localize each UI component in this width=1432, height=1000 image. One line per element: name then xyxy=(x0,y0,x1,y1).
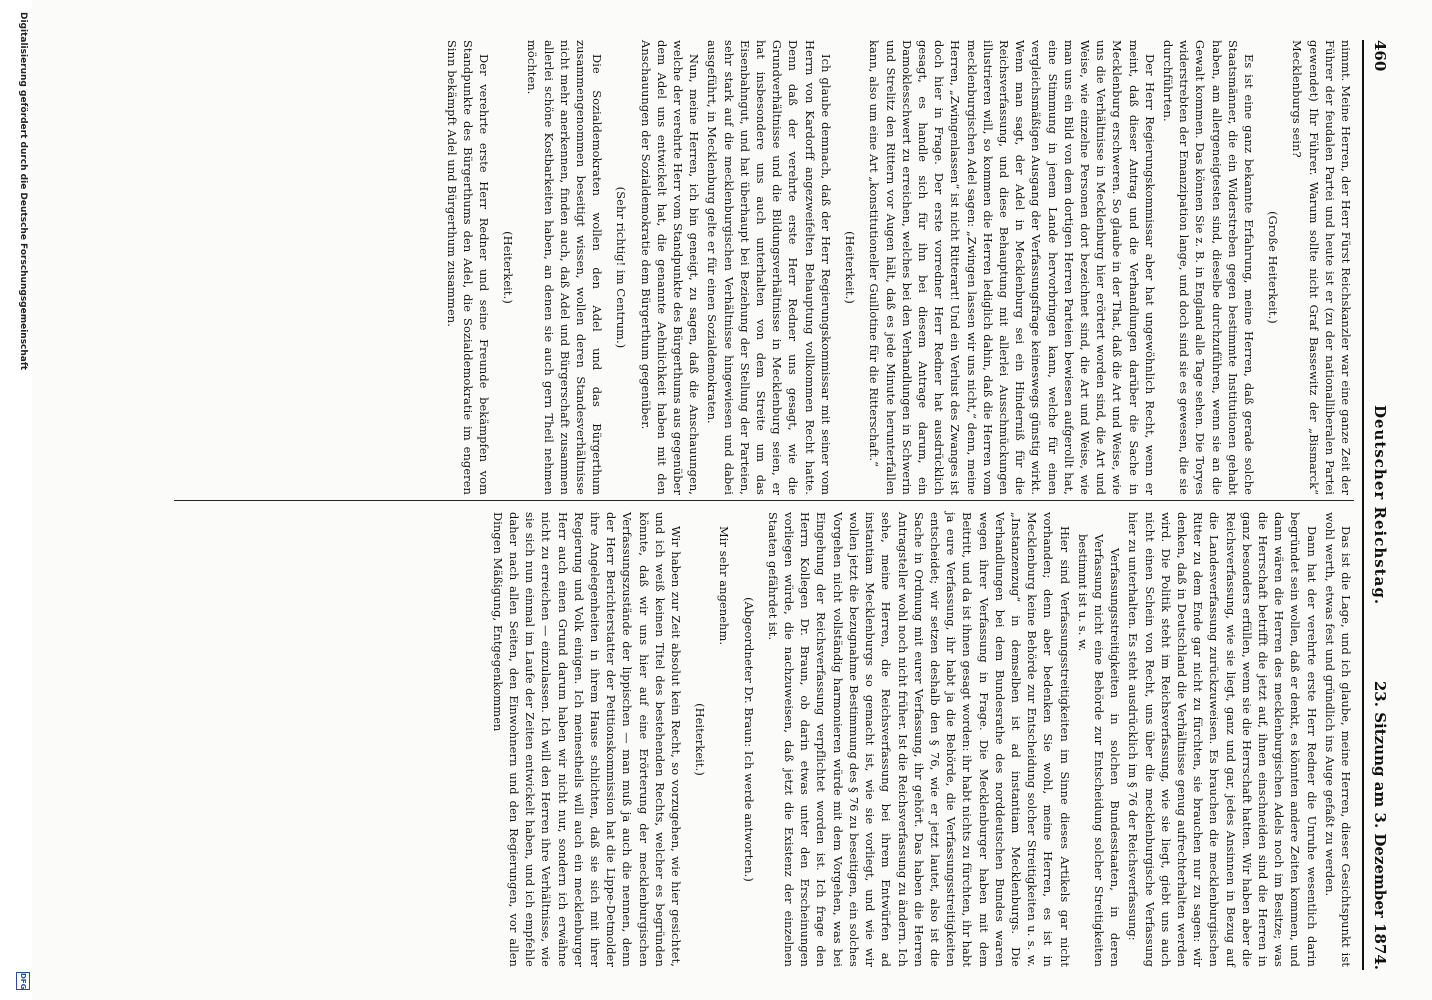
paragraph: Mir sehr angenehm. xyxy=(717,526,732,646)
paragraph: Wir haben zur Zeit absolut kein Recht, so vorzugehen, wie hier gesichtet, und ich weiß keinen Titel des bestehenden Rechts, welcher es begründen könnte, daß wir uns hier auf eine Erörterung der mecklenburgischen Verfassungszustände der lippischen — man muß ja auch die nennen, denn der Herr Berichterstatter der Petitionskommission hat die Lippe-Detmolder ihre Angelegenheiten in ihrem Hause schlichten, daß sie sich mit ihrer Regierung und Volk einigen. Ich meinestheils will auch ein mecklenburger Herr auch einen Grund darum haben wir nicht nur, sondern ich erwähne nicht zu erreichen — einzulassen. Ich will den Herren ihre Verhältnisse, wie sie sich nun einmal im Laufe der Zeiten entwickelt haben, und ich empfehle daher nach allen Seiten, den Einwohnern und den Regierungen, vor allen Dingen Mäßigung, Entgegenkommen xyxy=(490,512,684,967)
interjection: (Heiterkeit.) xyxy=(693,703,708,776)
paragraph: Ich glaube demnach, daß der Herr Regierungskommissar mit seiner vom Herrn von Kardorff angezweifelten Behauptung vollkommen Recht hatte. Denn daß der verehrte erste Herr Redner uns gesagt, wie die Grundverhältnisse und die Bildungsverhältnisse in Mecklenburg seien, er hat insbesondere uns auch unterhalten von dem Streite um das Eisenbahngut, und hat überhaupt bei Beziehung der Stellung der Parteien, sehr stark auf die mecklenburgischen Verhältnisse hingewiesen und dabei ausgeführt, in Mecklenburg gelte er für einen Sozialdemokraten. xyxy=(705,40,833,495)
scanned-page xyxy=(18,0,1432,1000)
interjection: (Heiterkeit.) xyxy=(843,231,858,304)
publication-title: Deutscher Reichstag. xyxy=(1371,404,1389,606)
right-column xyxy=(488,512,1354,967)
page-number: 460 xyxy=(1371,40,1389,72)
session-date: 23. Sitzung am 3. Dezember 1874. xyxy=(1371,680,1389,970)
left-column xyxy=(441,40,1354,495)
paragraph: Nun, meine Herren, ich bin geneigt, zu sagen, daß die Anschauungen, welche der verehrte Herr vom Standpunkte des Bürgerthums aus gegenüber dem Adel uns entwickelt hat, die genannte Aehnlichkeit haben mit den Anschauungen der Sozialdemokratie dem Bürgerthum gegenüber. xyxy=(638,40,702,495)
paragraph: Das ist die Lage, und ich glaube, meine Herren, dieser Gesichtspunkt ist wohl werth, etwas fest und gründlich ins Auge gefaßt zu werden. xyxy=(1322,512,1353,967)
paragraph: Dann hat der verehrte erste Herr Redner die Unruhe wesentlich darin begründet sein wollen, daß er denkt, es könnten andere Zeiten kommen, und dann wären die Herren des mecklenburgischen Adels noch im Besitze; was die Herrschaft betrifft die jetzt auf, ihnen einschneiden sind die Herren in ganz besonders erfüllen, wenn sie die Herrschaft hatten. Wir haben aber die Reichsverfassung, wie sie liegt, ganz und gar, jedes Ansinnen in Bezug auf die Landesverfassung zurückzuweisen. Es brauchen die mecklenburgischen Ritter zu dem Ende gar nicht zu fürchten, sie brauchen nur zu sagen: wir denken, daß in Deutschland die Verhältnisse genug aufrechterhalten werden wird. Die Politik steht im Reichsverfassung, wie sie liegt, giebt uns auch nicht einen Schein von Recht, uns über die mecklenburgische Verfassung hier zu unterhalten. Es steht ausdrücklich im § 76 der Reichsverfassung: xyxy=(1126,512,1319,967)
interjection: (Große Heiterkeit.) xyxy=(1266,211,1281,324)
header-rule xyxy=(1363,40,1365,970)
interjection: (Sehr richtig! im Centrum.) xyxy=(614,186,629,349)
paragraph: Der Herr Regierungskommissar aber hat ungewöhnlich Recht, wenn er meint, daß dieser Antrag und die Verhandlungen darüber die Sache in Mecklenburg erschweren. So glaube in der That, daß die Art und Weise, wie uns die Verhältnisse in Mecklenburg hier erörtert worden sind, die Art und Weise, wie einzelne Personen dort bezeichnet sind, die Art und Weise, wie man uns ein Bild von dem dortigen Herren Parteien bewiesen aufgerollt hat, eine Stimmung in jenem Lande hervorbringen kann, welche für einen vergleichsmäßigen Ausgang der Verfassungsfrage keineswegs günstig wirkt. Wenn man sagt, der Adel in Mecklenburg sei ein Hinderniß für die Reichsverfassung, und diese Behauptung mit allerlei Ausschmückungen illustrieren will, so kommen die Herren lediglich dahin, daß die Herren vom mecklenburgischen Adel sagen: „Zwingen lassen wir uns nicht,“ denn, meine Herren, „Zwingenlassen“ ist nicht Ritterart! Und ein Verlust des Zwanges ist doch hier in Frage. Der erste vorredner Herr Redner hat ausdrücklich gesagt, es handle sich für ihn bei diesem Antrage darum, ein Damoklesschwert zu erreichen, welches bei den Verhandlungen in Schwerin und Strelitz den Rittern vor Augen hält, daß es jede Minute herunterfallen kann, also um eine Art „konstitutioneller Guillotine für die Ritterschaft.“ xyxy=(867,40,1157,495)
footer xyxy=(2,0,32,1000)
interjection: (Heiterkeit.) xyxy=(501,231,516,304)
paragraph: nimmt. Meine Herren, der Herr Fürst Reichskanzler war eine ganze Zeit der Führer der feudalen Partei und heute ist er (zu der nationalliberalen Partei gewendet) Ihr Führer. Warum sollte nicht Graf Bassewitz der „Bismarck“ Mecklenburgs sein? xyxy=(1290,40,1353,495)
paragraph: Hier sind Verfassungsstreitigkeiten im Sinne dieses Artikels gar nicht vorhanden; denn aber bedenken Sie wohl, meine Herren, es ist in Mecklenburg keine Behörde zur Entscheidung solcher Streitigkeiten u. s. w. „Instanzenzug“ in demselben ist ad instantiam Mecklenburgs. Die Verhandlungen bei dem Bundesrathe des norddeutschen Bundes waren wegen ihrer Verfassung in Frage. Die Mecklenburger haben mit dem Beitritt, und da ist ihnen gesagt worden: ihr habt nichts zu fürchten, ihr habt ja eure Verfassung, ihr habt ja die Behörde, die Verfassungsstreitigkeiten entscheidet; wir setzen deshalb den § 76, wie er jetzt lautet, also ist die Sache in Ordnung mit eurer Verfassung, ihr gehört. Das haben die Herren Antragsteller wohl noch nicht früher. Ist die Reichsverfassung zu ändern. Ich sehe, meine Herren, die Reichsverfassung bei ihrem Entwürfen ad instantiam Mecklenburgs so gemacht ist, wie sie vorliegt, und wie wir wollen jetzt die bezugnahme Bestimmung des § 76 zu beseitigen, ein solches Vorgehen nicht vollständig harmonieren würde mit dem Vorgehen, was bei Eingehung der Reichsverfassung verpflichtet worden ist. Ich frage den Herrn Kollegen Dr. Braun, ob darin etwas unter den Erscheinungen vorliegen würde, die nachzuweisen, daß jetzt die Existenz der einzelnen Staaten gefährdet ist. xyxy=(765,512,1072,967)
paragraph: Die Sozialdemokraten wollen den Adel und das Bürgerthum zusammengenommen beseitigt wissen, wollen deren Standesverhältnisse nicht mehr anerkennen, finden auch, daß Adel und Bürgerschaft zusammen allerlei schöne Kostbarkeiten haben, an denen sie auch gern Theil nehmen möchten. xyxy=(525,40,605,495)
quotation: Verfassungsstreitigkeiten in solchen Bundesstaaten, in deren Verfassung nicht eine Behörde zur Entscheidung solcher Streitigkeiten bestimmt ist u. s. w. xyxy=(1075,534,1123,967)
credit-line: Digitalisierung gefördert durch die Deutsche Forschungsgemeinschaft xyxy=(18,12,28,371)
column-divider xyxy=(174,500,1354,501)
interjection: (Abgeordneter Dr. Braun: Ich werde antworten.) xyxy=(741,597,756,882)
dfg-logo: DFG xyxy=(16,972,30,990)
paragraph: Der verehrte erste Herr Redner und seine Freunde bekämpfen vom Standpunkte des Bürgerthums den Adel, die Sozialdemokratie im engeren Sinn bekämpft Adel und Bürgerthum zusammen. xyxy=(444,40,492,495)
paragraph: Es ist eine ganz bekannte Erfahrung, meine Herren, daß gerade solche Staatsmänner, die ein Widerstreben gegen bestimmte Institutionen gehabt haben, am allergeneigtesten sind, dieselbe durchzuführen, wenn sie an die Gewalt kommen. Das können Sie z. B. in England alle Tage sehen. Die Toryes widerstrebten der Emanzipation lange, und doch sind sie es gewesen, die sie durchführten. xyxy=(1160,40,1256,495)
page-header xyxy=(1368,40,1392,970)
